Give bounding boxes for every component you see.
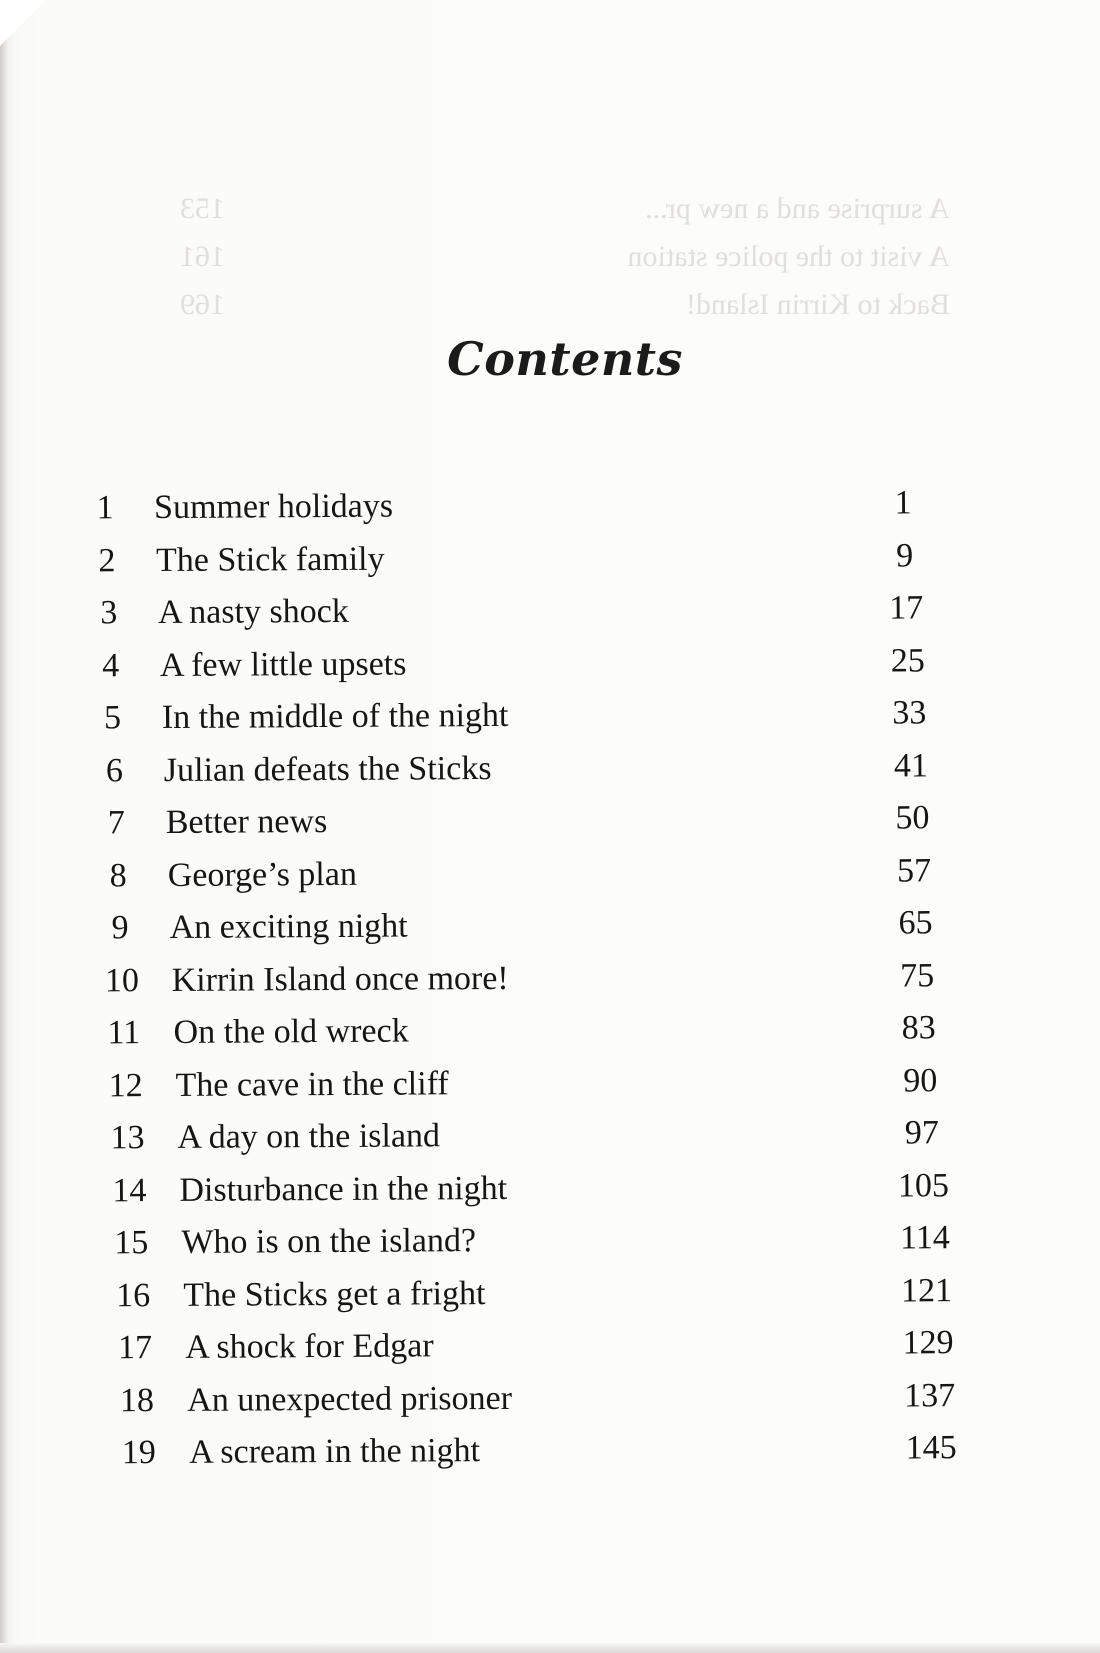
chapter-title: An exciting night <box>169 907 408 946</box>
chapter-number: 13 <box>110 1119 145 1157</box>
chapter-page-number: 129 <box>902 1324 954 1362</box>
chapter-page-number: 83 <box>901 1009 936 1047</box>
toc-entry <box>4 1113 1100 1172</box>
reverse-side-show-through <box>60 185 960 329</box>
toc-entry <box>3 956 1100 1015</box>
toc-entry <box>1 641 1100 700</box>
page-title: Contents <box>447 332 683 386</box>
show-through-title: Back to Kirrin Island! <box>685 288 950 321</box>
chapter-page-number: 75 <box>900 956 935 995</box>
chapter-number: 16 <box>116 1276 151 1314</box>
chapter-number: 14 <box>112 1171 147 1209</box>
chapter-title: Summer holidays <box>153 487 394 527</box>
chapter-title: A nasty shock <box>157 592 349 632</box>
toc-entry <box>4 1218 1100 1277</box>
chapter-number: 2 <box>98 541 116 579</box>
toc-entry <box>1 588 1100 647</box>
chapter-number: 7 <box>107 804 125 842</box>
chapter-number: 17 <box>117 1329 153 1367</box>
show-through-line <box>60 185 960 233</box>
show-through-page: 153 <box>180 192 225 225</box>
show-through-title: A visit to the police station <box>627 240 950 273</box>
chapter-title: A day on the island <box>177 1117 441 1156</box>
toc-entry <box>1 693 1100 752</box>
chapter-number: 10 <box>104 961 140 999</box>
toc-entry <box>4 1166 1100 1225</box>
show-through-page: 161 <box>180 240 225 273</box>
chapter-page-number: 145 <box>905 1429 957 1467</box>
chapter-number: 4 <box>102 646 120 684</box>
toc-entry <box>0 483 1100 542</box>
chapter-page-number: 25 <box>890 641 925 680</box>
chapter-title: Disturbance in the night <box>179 1169 508 1209</box>
chapter-number: 9 <box>111 909 129 947</box>
chapter-number: 5 <box>103 699 122 737</box>
chapter-page-number: 114 <box>899 1219 950 1257</box>
chapter-page-number: 90 <box>903 1061 938 1099</box>
chapter-title: In the middle of the night <box>161 696 509 737</box>
toc-entry <box>3 903 1100 962</box>
show-through-line <box>60 281 960 329</box>
page-bottom-edge <box>0 1643 1100 1653</box>
chapter-number: 15 <box>114 1224 149 1262</box>
toc-entry <box>2 851 1100 910</box>
chapter-page-number: 17 <box>889 589 924 627</box>
chapter-page-number: 137 <box>904 1376 956 1414</box>
toc-entry <box>2 746 1100 805</box>
chapter-title: The Sticks get a fright <box>183 1274 486 1314</box>
show-through-page: 169 <box>180 288 225 321</box>
toc-entry <box>4 1061 1100 1120</box>
chapter-title: George’s plan <box>167 855 358 894</box>
chapter-page-number: 105 <box>897 1166 949 1205</box>
chapter-title: Better news <box>165 803 328 841</box>
show-through-title: A surprise and a new pr... <box>645 192 950 225</box>
page-corner <box>0 0 46 46</box>
chapter-page-number: 50 <box>895 799 930 837</box>
chapter-title: Who is on the island? <box>181 1222 477 1261</box>
toc-entry <box>5 1323 1100 1382</box>
toc-entry <box>2 798 1100 857</box>
chapter-title: A scream in the night <box>189 1432 481 1471</box>
chapter-page-number: 1 <box>894 484 912 522</box>
chapter-title: A shock for Edgar <box>185 1327 434 1366</box>
chapter-title: The cave in the cliff <box>175 1064 449 1104</box>
chapter-page-number: 121 <box>900 1271 953 1310</box>
chapter-number: 1 <box>96 489 114 527</box>
chapter-page-number: 65 <box>898 904 933 942</box>
chapter-title: On the old wreck <box>173 1012 409 1051</box>
chapter-page-number: 57 <box>896 851 932 890</box>
toc-entry <box>0 536 1100 595</box>
toc-entry <box>6 1428 1100 1487</box>
chapter-title: The Stick family <box>155 540 385 579</box>
chapter-number: 3 <box>100 594 118 632</box>
chapter-number: 19 <box>121 1434 156 1472</box>
show-through-line <box>60 233 960 281</box>
chapter-page-number: 33 <box>892 694 927 732</box>
chapter-number: 18 <box>119 1381 155 1419</box>
chapter-title: An unexpected prisoner <box>187 1379 513 1419</box>
chapter-number: 12 <box>108 1066 143 1104</box>
chapter-page-number: 41 <box>893 746 928 785</box>
table-of-contents <box>0 483 1100 1487</box>
toc-entry <box>5 1376 1100 1435</box>
chapter-number: 6 <box>105 751 124 789</box>
chapter-title: A few little upsets <box>159 645 407 684</box>
chapter-page-number: 9 <box>896 536 914 575</box>
chapter-title: Kirrin Island once more! <box>171 959 509 999</box>
chapter-number: 8 <box>109 856 127 894</box>
toc-entry <box>5 1271 1100 1330</box>
chapter-title: Julian defeats the Sticks <box>163 749 492 789</box>
toc-entry <box>3 1008 1100 1067</box>
chapter-page-number: 97 <box>904 1114 939 1152</box>
chapter-number: 11 <box>107 1014 141 1052</box>
